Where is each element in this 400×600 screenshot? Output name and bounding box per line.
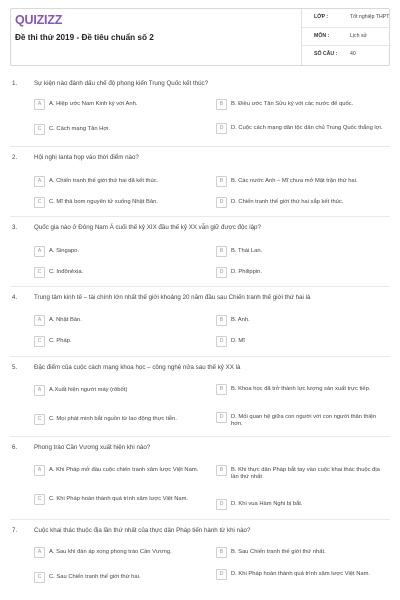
question-divider: [10, 146, 390, 147]
question-number: 3.: [12, 224, 18, 231]
question-number: 7.: [12, 527, 18, 534]
option-text: D. Mĩ: [231, 337, 245, 344]
option-text: D. Mối quan hệ giữa con người với con người thân thiện hơn.: [231, 413, 377, 427]
option-letter-box: A: [34, 465, 45, 476]
option-letter-box: C: [34, 336, 45, 347]
meta-row-subject: [302, 28, 391, 47]
question-divider: [10, 356, 390, 357]
option-letter-box: B: [216, 246, 227, 257]
question-text: Đặc điểm của cuộc cách mạng khoa học – công nghệ nửa sau thế kỷ XX là: [34, 364, 241, 371]
question-divider: [10, 286, 390, 287]
option-letter-box: B: [216, 465, 227, 476]
option-text: C. Cách mạng Tân Hợi.: [49, 125, 111, 132]
question-number: 5.: [12, 364, 18, 371]
quizizz-logo: QUIZIZZ: [15, 13, 63, 27]
question-text: Quốc gia nào ở Đông Nam Á cuối thế kỷ XIX đầu thế kỷ XX vẫn giữ được độc lập?: [34, 224, 261, 231]
option-letter-box: C: [34, 267, 45, 278]
option-letter-box: A: [34, 385, 45, 396]
option-text: C. Sau Chiến tranh thế giới thứ hai.: [49, 573, 141, 580]
meta-label: SỐ CÂU :: [314, 51, 338, 58]
option-text: D. Khi vua Hàm Nghi bị bắt.: [231, 500, 303, 507]
question-divider: [10, 519, 390, 520]
question-number: 4.: [12, 294, 18, 301]
option-letter-box: B: [216, 384, 227, 395]
option-letter-box: A: [34, 315, 45, 326]
quiz-header: [10, 8, 390, 66]
question-text: Hội nghị Ianta họp vào thời điểm nào?: [34, 154, 139, 161]
option-text: C. Pháp.: [49, 337, 72, 344]
question-text: Sự kiện nào đánh dấu chế độ phong kiến Trung Quốc kết thúc?: [34, 80, 209, 87]
option-text: D. Cuộc cách mạng dân tộc dân chủ Trung Quốc thắng lợi.: [231, 124, 383, 131]
option-letter-box: D: [216, 412, 227, 423]
option-letter-box: C: [34, 414, 45, 425]
option-letter-box: D: [216, 267, 227, 278]
option-letter-box: C: [34, 197, 45, 208]
option-text: C. Mọi phát minh bắt nguồn từ lao động thực tiễn.: [49, 415, 177, 422]
option-text: A. Singapo.: [49, 247, 79, 254]
option-text: B. Khoa học đã trở thành lực lượng sản xuất trực tiếp.: [231, 385, 371, 392]
option-letter-box: B: [216, 547, 227, 558]
exam-title: Đề thi thử 2019 - Đề tiêu chuẩn số 2: [15, 33, 154, 42]
meta-value: Tốt nghiệp THPT: [350, 14, 390, 20]
option-letter-box: B: [216, 315, 227, 326]
option-text: D. Chiến tranh thế giới thứ hai sắp kết thúc.: [231, 198, 344, 205]
option-text: C. Khi Pháp hoàn thành quá trình xâm lược Việt Nam.: [49, 495, 189, 502]
question-text: Cuộc khai thác thuộc địa lần thứ nhất của thực dân Pháp tiến hành từ khi nào?: [34, 527, 251, 534]
option-letter-box: B: [216, 176, 227, 187]
option-letter-box: C: [34, 572, 45, 583]
option-text: B. Sau Chiến tranh thế giới thứ nhất.: [231, 548, 326, 555]
option-letter-box: A: [34, 547, 45, 558]
meta-value: 40: [350, 51, 356, 58]
meta-value: Lịch sử: [350, 32, 368, 39]
option-letter-box: C: [34, 494, 45, 505]
question-number: 6.: [12, 444, 18, 451]
option-letter-box: D: [216, 499, 227, 510]
option-letter-box: D: [216, 197, 227, 208]
option-text: A. Hiệp ước Nam Kinh ký với Anh.: [49, 100, 138, 107]
meta-row-question-count: [302, 46, 391, 65]
question-number: 1.: [12, 80, 18, 87]
question-number: 2.: [12, 154, 18, 161]
option-text: A.Xuất hiện người máy (rôbốt): [49, 386, 128, 393]
option-letter-box: D: [216, 123, 227, 134]
option-text: A. Nhật Bản.: [49, 316, 82, 323]
option-text: C. Mĩ thả bom nguyên tử xuống Nhật Bản.: [49, 198, 158, 205]
option-text: D. Khi Pháp hoàn thành quá trình xâm lược Việt Nam.: [231, 570, 371, 577]
question-text: Trung tâm kinh tế – tài chính lớn nhất thế giới khoảng 20 năm đầu sau Chiến tranh thế giới thứ hai là: [34, 294, 311, 301]
option-letter-box: D: [216, 336, 227, 347]
exam-meta-table: [301, 9, 391, 65]
option-text: C. Inđônêxia.: [49, 268, 84, 275]
question-text: Phong trào Cần Vương xuất hiện khi nào?: [34, 444, 151, 451]
option-letter-box: A: [34, 99, 45, 110]
question-divider: [10, 216, 390, 217]
option-text: B. Anh.: [231, 316, 250, 323]
option-text: A. Sau khi đàn áp xong phong trào Cần Vương.: [49, 548, 172, 555]
option-text: A. Khi Pháp mở đầu cuộc chiến tranh xâm lược Việt Nam.: [49, 466, 199, 473]
option-letter-box: C: [34, 124, 45, 135]
question-divider: [10, 436, 390, 437]
option-letter-box: A: [34, 246, 45, 257]
option-letter-box: B: [216, 99, 227, 110]
meta-row-class: [302, 9, 391, 28]
option-text: B. Khi thực dân Pháp bắt tay vào cuộc khai thác thuộc địa lần thứ nhất: [231, 466, 380, 480]
option-text: B. Thái Lan.: [231, 247, 263, 254]
option-text: B. Điều ước Tân Sửu ký với các nước đế quốc.: [231, 100, 354, 107]
meta-label: MÔN :: [314, 32, 330, 39]
option-letter-box: A: [34, 176, 45, 187]
option-text: A. Chiến tranh thế giới thứ hai đã kết thúc.: [49, 177, 159, 184]
meta-label: LỚP :: [314, 14, 329, 20]
option-text: D. Philippin.: [231, 268, 262, 275]
option-letter-box: D: [216, 569, 227, 580]
option-text: B. Các nước Anh – Mĩ chưa mở Mặt trận thứ hai.: [231, 177, 358, 184]
